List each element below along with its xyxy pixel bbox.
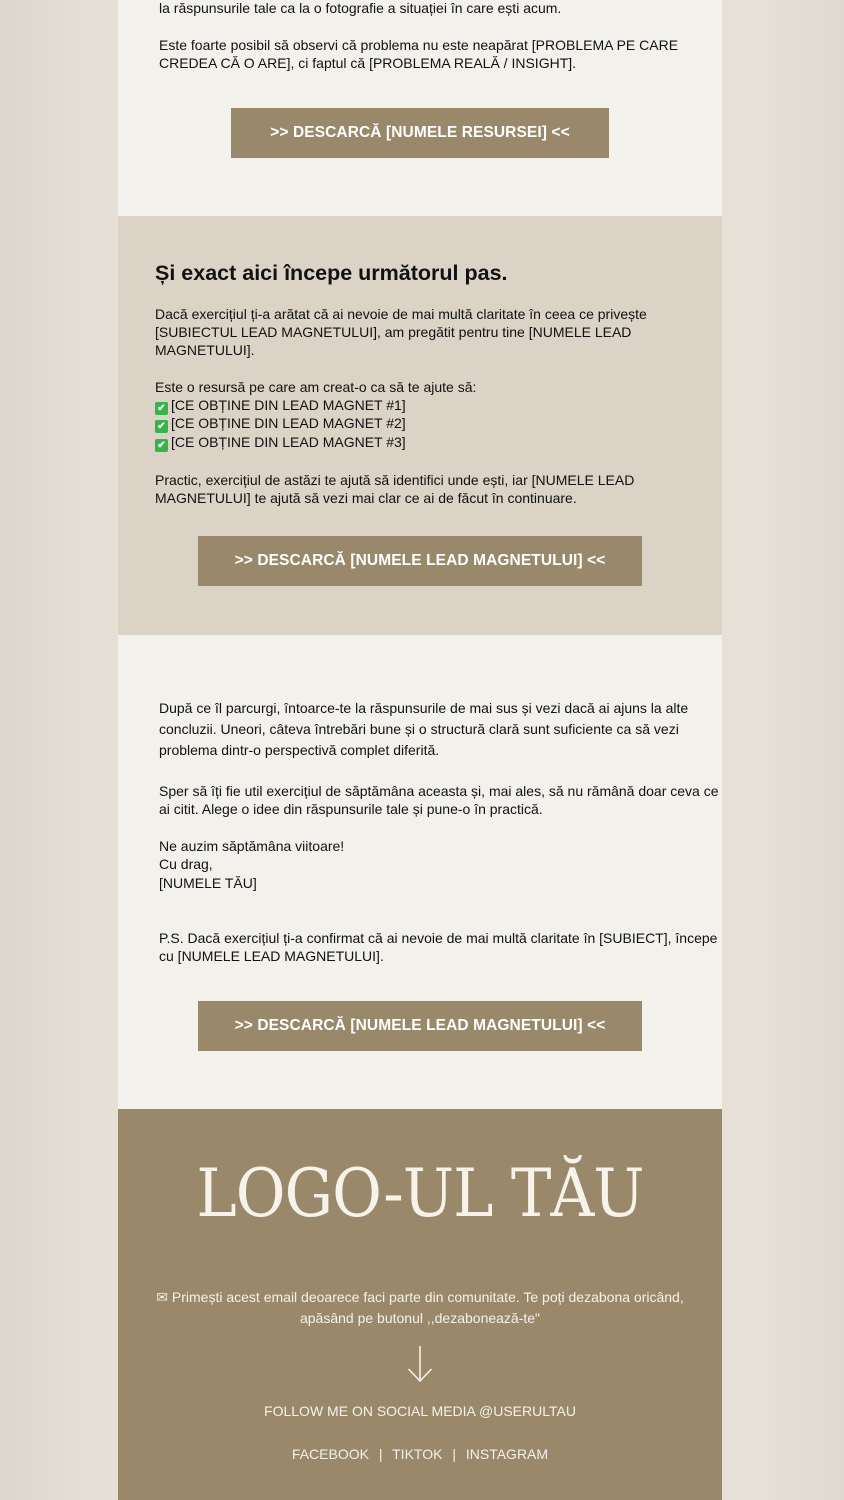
signoff-text: Ne auzim săptămâna viitoare! (159, 838, 345, 854)
benefit-item: ✔ [CE OBȚINE DIN LEAD MAGNET #3] (155, 433, 406, 452)
paragraph-text: MAGNETULUI]. (155, 342, 255, 358)
paragraph-text: [SUBIECTUL LEAD MAGNETULUI], am pregătit pentru tine [NUMELE LEAD (155, 324, 632, 340)
paragraph-text: problema dintr-o perspectivă complet diferită. (159, 742, 440, 758)
paragraph-text: MAGNETULUI] te ajută să vezi mai clar ce ai de făcut în continuare. (155, 490, 577, 506)
social-links (118, 1446, 722, 1462)
footer (118, 1109, 722, 1500)
facebook-link[interactable]: FACEBOOK (291, 1446, 369, 1462)
paragraph-text: la răspunsurile tale ca la o fotografie a situației în care ești acum. (159, 0, 562, 16)
checkmark-icon: ✔ (155, 420, 168, 433)
brand-logo: LOGO-UL TĂU (196, 1155, 644, 1232)
paragraph-text: ai citit. Alege o idee din răspunsurile tale și pune-o în practică. (159, 801, 543, 817)
benefit-item: ✔ [CE OBȚINE DIN LEAD MAGNET #2] (155, 414, 406, 433)
paragraph-text: CREDEA CĂ O ARE], ci faptul că [PROBLEMA REALĂ / INSIGHT]. (159, 55, 577, 71)
paragraph-text: concluzii. Uneori, câteva întrebări bune și o structură clară sunt suficiente ca să vezi (159, 721, 679, 737)
paragraph-text: Este foarte posibil să observi că problema nu este neapărat [PROBLEMA PE CARE (159, 37, 679, 53)
download-lead-magnet-button-ps[interactable]: >> DESCARCĂ [NUMELE LEAD MAGNETULUI] << (198, 1001, 642, 1051)
envelope-icon: ✉ (156, 1289, 169, 1305)
paragraph-text: Practic, exercițiul de astăzi te ajută să identifici unde ești, iar [NUMELE LEAD (155, 472, 635, 488)
ps-text: cu [NUMELE LEAD MAGNETULUI]. (159, 948, 384, 964)
tiktok-link[interactable]: TIKTOK (392, 1446, 443, 1462)
paragraph-text: Dacă exercițiul ți-a arătat că ai nevoie de mai multă claritate în ceea ce privește (155, 306, 647, 322)
intro-section (118, 0, 722, 216)
signoff-text: Cu drag, (159, 856, 213, 872)
instagram-link[interactable]: INSTAGRAM (465, 1446, 549, 1462)
ps-text: P.S. Dacă exercițiul ți-a confirmat că ai nevoie de mai multă claritate în [SUBIECT], începe (159, 930, 718, 946)
unsubscribe-notice: ✉ Primești acest email deoarece faci parte din comunitate. Te poți dezabona oricând, (156, 1289, 684, 1305)
paragraph-text: Sper să îți fie util exercițiul de săptămâna aceasta și, mai ales, să nu rămână doar ceva ce (159, 783, 719, 799)
unsubscribe-notice-line2: apăsând pe butonul ,,dezabonează-te" (299, 1310, 541, 1326)
benefit-item: ✔ [CE OBȚINE DIN LEAD MAGNET #1] (155, 396, 406, 415)
download-lead-magnet-button[interactable]: >> DESCARCĂ [NUMELE LEAD MAGNETULUI] << (198, 536, 642, 586)
section-heading: Și exact aici începe următorul pas. (155, 261, 508, 285)
paragraph-text: După ce îl parcurgi, întoarce-te la răspunsurile de mai sus și vezi dacă ai ajuns la alte (159, 700, 689, 716)
checkmark-icon: ✔ (155, 439, 168, 452)
separator: | (452, 1446, 456, 1462)
checkmark-icon: ✔ (155, 402, 168, 415)
download-resource-button[interactable]: >> DESCARCĂ [NUMELE RESURSEI] << (231, 108, 609, 158)
signature-name: [NUMELE TĂU] (159, 875, 257, 891)
arrow-down-icon (407, 1345, 433, 1383)
next-step-section (118, 216, 722, 635)
follow-social-text: FOLLOW ME ON SOCIAL MEDIA @USERULTAU (264, 1403, 576, 1419)
closing-section (118, 635, 722, 1109)
paragraph-text: Este o resursă pe care am creat-o ca să te ajute să: (155, 379, 477, 395)
separator: | (378, 1446, 383, 1462)
